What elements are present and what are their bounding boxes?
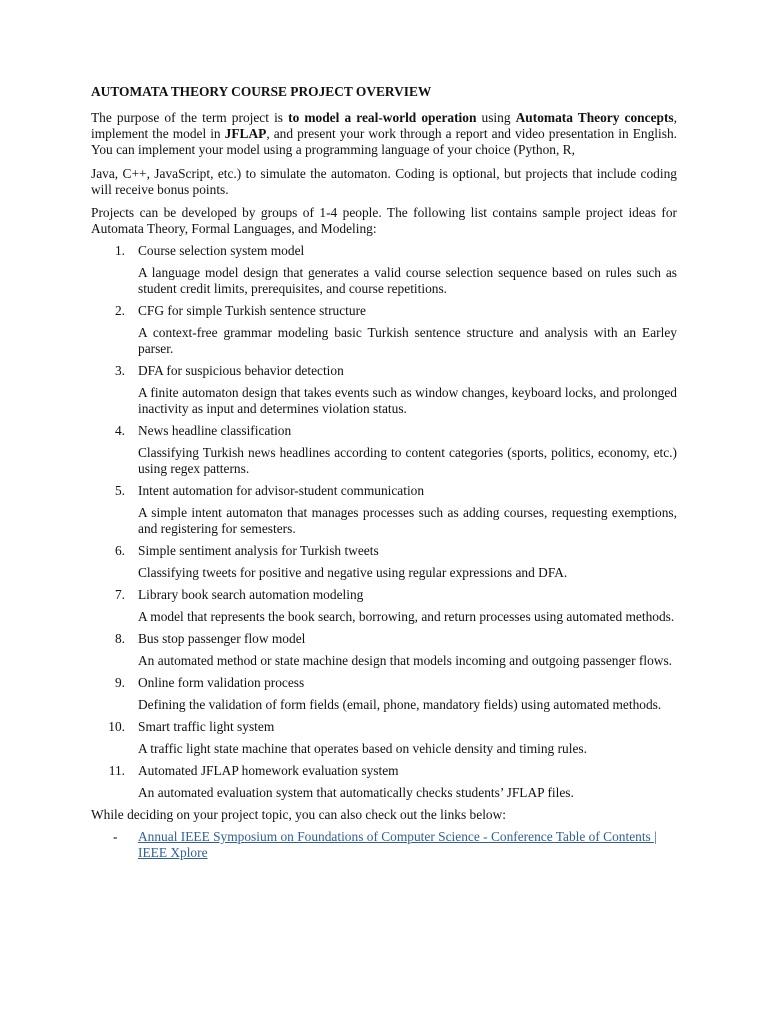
project-item (91, 363, 677, 417)
ieee-focs-link[interactable]: Annual IEEE Symposium on Foundations of Computer Science - Conference Table of Contents | IEEE Xplore (138, 829, 657, 860)
project-item (91, 543, 677, 581)
project-title: Smart traffic light system (138, 719, 275, 734)
project-item (91, 303, 677, 357)
project-item (91, 587, 677, 625)
project-description: A finite automaton design that takes events such as window changes, keyboard locks, and prolonged inactivity as input and determines violation status. (138, 385, 677, 416)
project-title: News headline classification (138, 423, 292, 438)
project-number: 7. (114, 587, 125, 602)
links-intro: While deciding on your project topic, you can also check out the links below: (91, 807, 506, 822)
project-description: An automated method or state machine design that models incoming and outgoing passenger flows. (138, 653, 673, 668)
project-description: Defining the validation of form fields (email, phone, mandatory fields) using automated methods. (138, 697, 662, 712)
project-number: 1. (114, 243, 125, 258)
project-number: 3. (114, 363, 125, 378)
project-number: 11. (108, 763, 125, 778)
document-page (91, 84, 677, 861)
project-description: A language model design that generates a valid course selection sequence based on rules such as student credit limits, prerequisites, and course repetitions. (138, 265, 677, 296)
project-description: A simple intent automaton that manages processes such as adding courses, requesting exemptions, and registering for semesters. (138, 505, 677, 536)
project-title: Library book search automation modeling (138, 587, 364, 602)
list-bullet: - (113, 829, 118, 844)
project-number: 10. (108, 719, 125, 734)
project-title: DFA for suspicious behavior detection (138, 363, 344, 378)
project-title: Simple sentiment analysis for Turkish tweets (138, 543, 379, 558)
intro-bold-jflap: JFLAP (224, 126, 267, 141)
project-description: An automated evaluation system that automatically checks students’ JFLAP files. (138, 785, 574, 800)
intro-text: The purpose of the term project is (91, 110, 289, 125)
project-title: Online form validation process (138, 675, 305, 690)
project-number: 5. (114, 483, 125, 498)
project-item (91, 719, 677, 757)
project-description: A traffic light state machine that operates based on vehicle density and timing rules. (138, 741, 587, 756)
project-title: Intent automation for advisor-student communication (138, 483, 425, 498)
groups-paragraph: Projects can be developed by groups of 1-4 people. The following list contains sample project ideas for Automata Theory, Formal Languages, and Modeling: (91, 205, 677, 236)
intro-text: , implement the model in (91, 110, 677, 141)
project-item (91, 631, 677, 669)
project-item (91, 423, 677, 477)
project-number: 6. (114, 543, 125, 558)
project-title: Course selection system model (138, 243, 305, 258)
project-item (91, 483, 677, 537)
project-title: Automated JFLAP homework evaluation system (138, 763, 399, 778)
project-item (91, 243, 677, 297)
project-number: 8. (114, 631, 125, 646)
project-item (91, 763, 677, 801)
project-title: Bus stop passenger flow model (138, 631, 306, 646)
project-description: Classifying tweets for positive and negative using regular expressions and DFA. (138, 565, 568, 580)
intro-bold-concepts: Automata Theory concepts (515, 110, 674, 125)
project-description: A model that represents the book search, borrowing, and return processes using automated methods. (138, 609, 675, 624)
project-item (91, 675, 677, 713)
intro-text: using (476, 110, 516, 125)
project-title: CFG for simple Turkish sentence structure (138, 303, 366, 318)
intro-continuation: Java, C++, JavaScript, etc.) to simulate the automaton. Coding is optional, but projects that include coding will receive bonus points. (91, 166, 677, 197)
project-number: 2. (114, 303, 125, 318)
project-number: 4. (114, 423, 125, 438)
intro-bold-goal: to model a real-world operation (288, 110, 477, 125)
intro-text: , and present your work through a report and video presentation in English. You can implement your model using a programming language of your choice (Python, R, (91, 126, 677, 157)
project-description: Classifying Turkish news headlines according to content categories (sports, politics, economy, etc.) using regex patterns. (138, 445, 677, 476)
project-description: A context-free grammar modeling basic Turkish sentence structure and analysis with an Earley parser. (138, 325, 677, 356)
intro-paragraph (91, 110, 677, 158)
project-number: 9. (114, 675, 125, 690)
link-list-item (91, 829, 677, 861)
project-list (91, 243, 677, 801)
document-title: AUTOMATA THEORY COURSE PROJECT OVERVIEW (91, 84, 432, 99)
